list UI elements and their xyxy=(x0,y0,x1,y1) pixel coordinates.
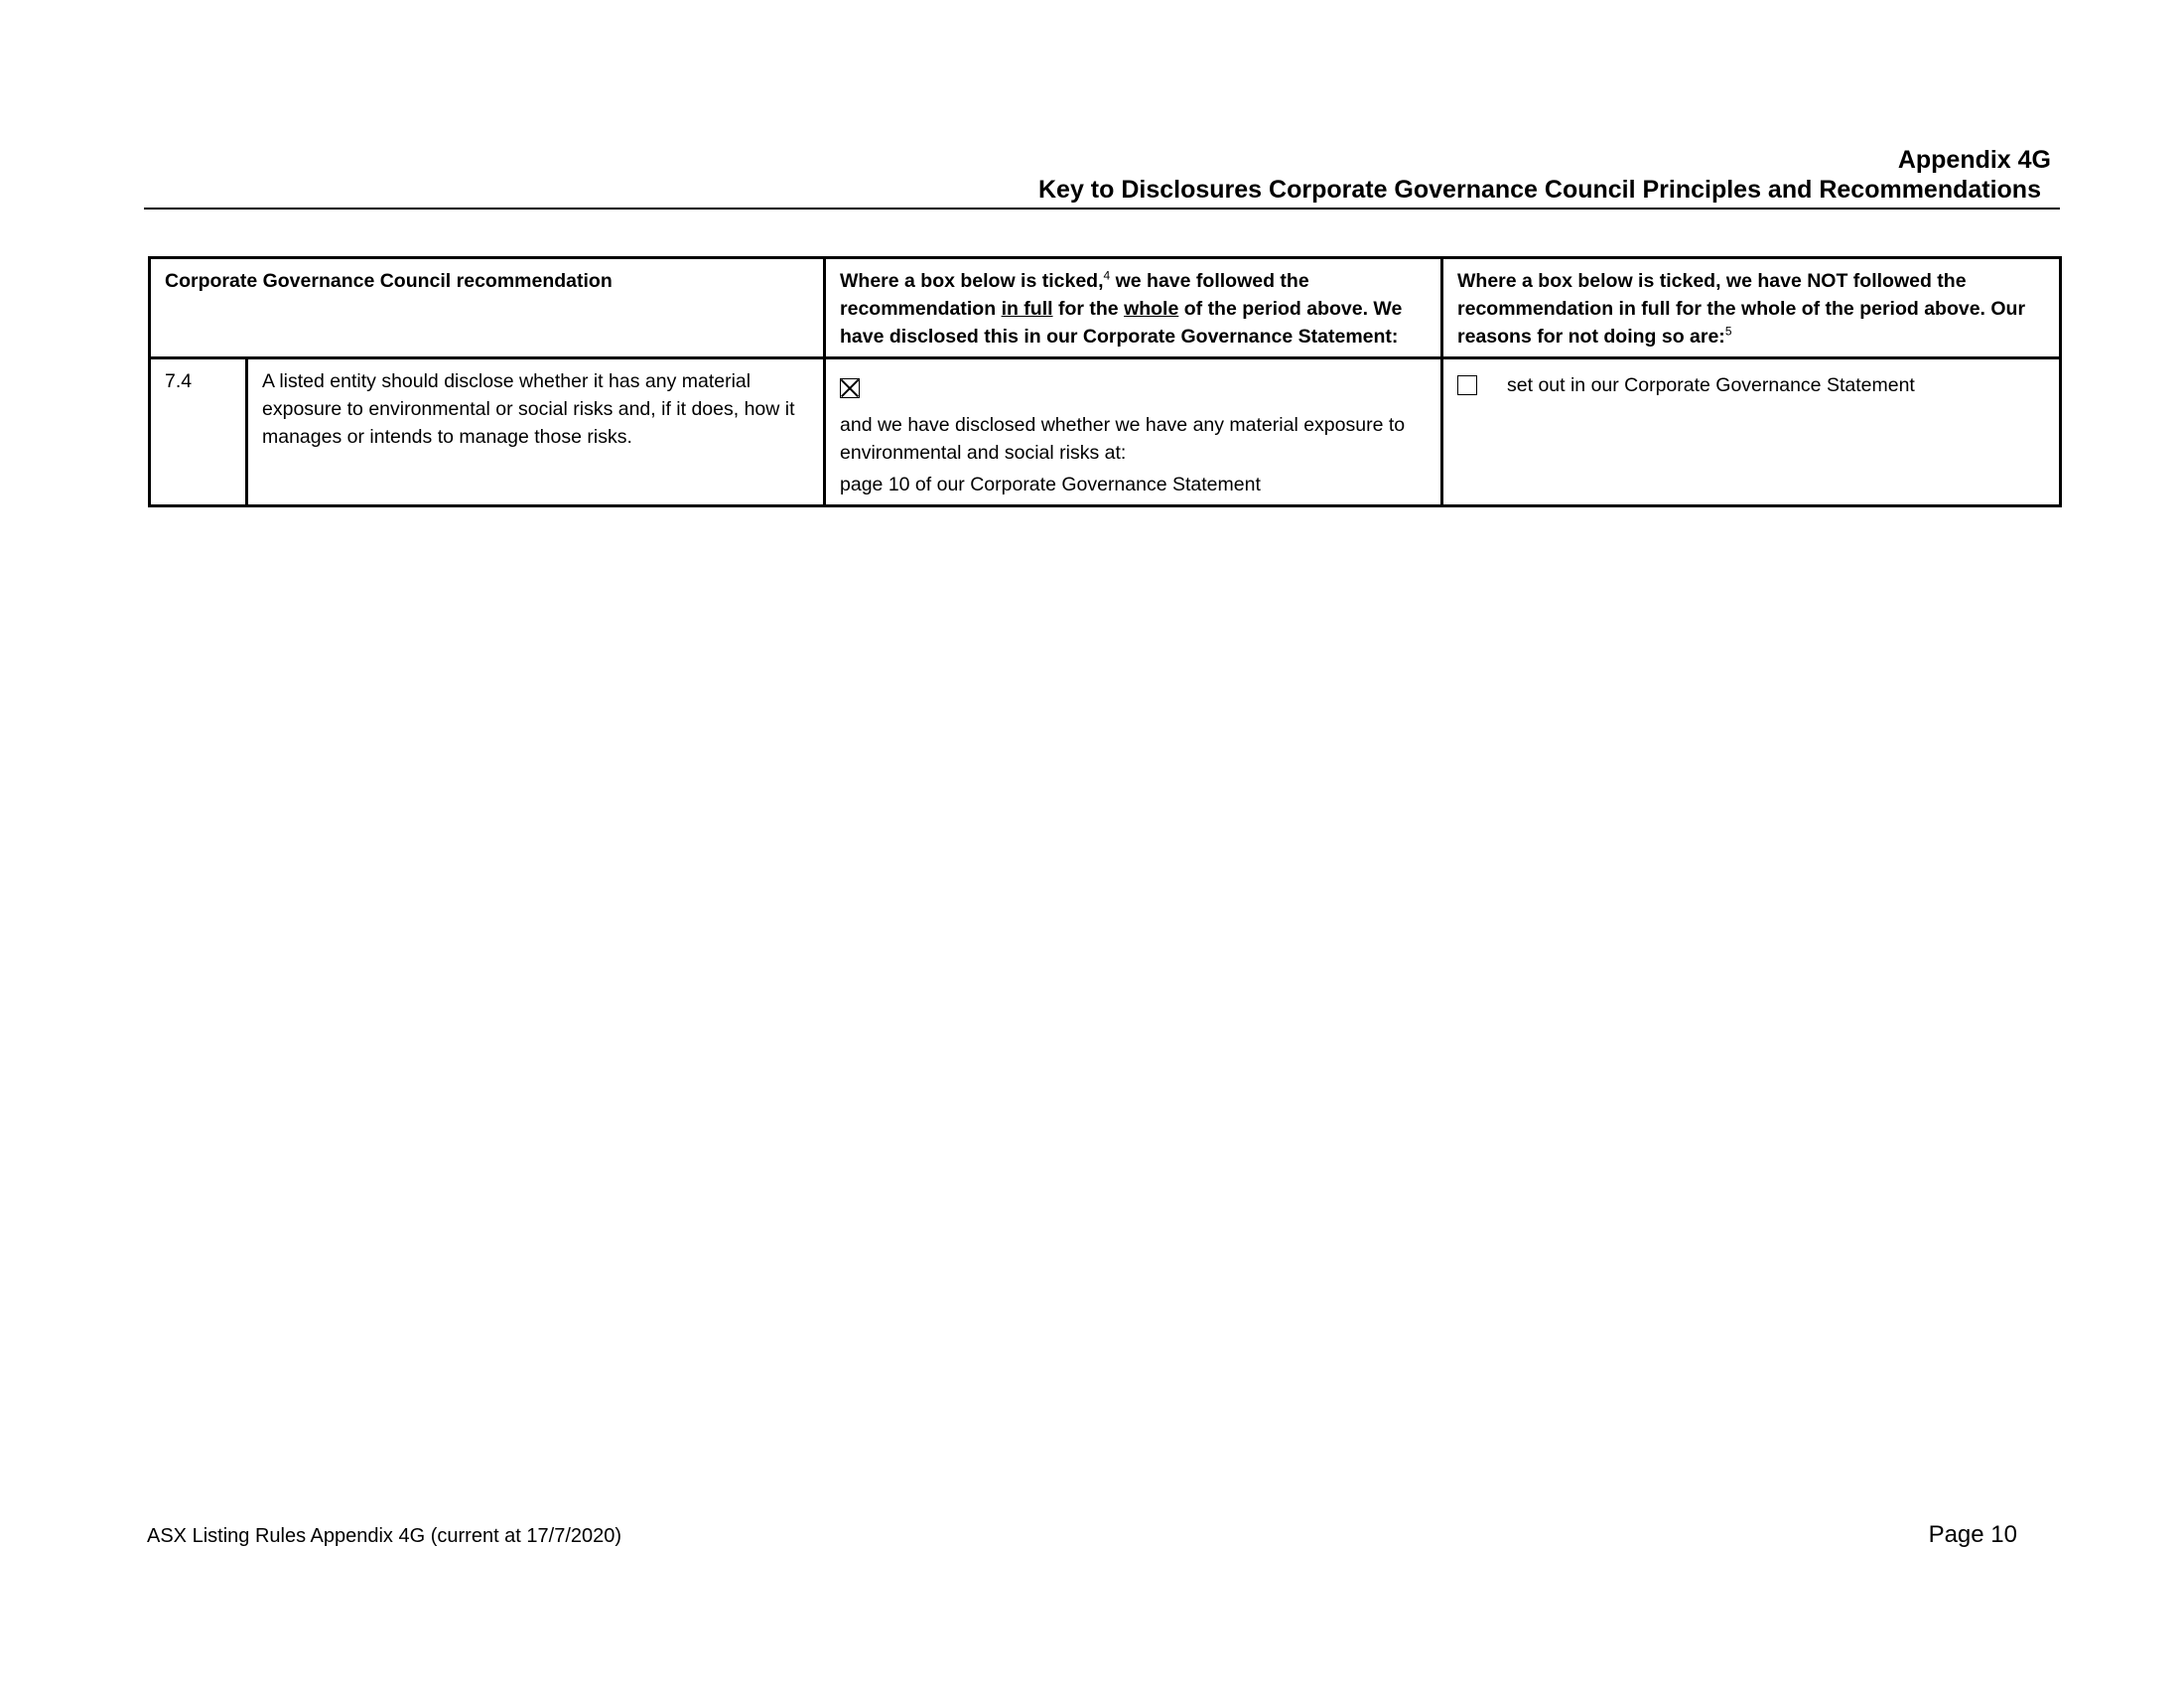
header-followed-whole: whole xyxy=(1124,298,1179,320)
followed-cell xyxy=(825,358,1442,506)
followed-text: and we have disclosed whether we have any material exposure to environmental and social risks at: xyxy=(840,414,1406,464)
header-followed xyxy=(825,258,1442,358)
disclosure-table xyxy=(148,256,2062,507)
table-header-row xyxy=(150,258,2061,358)
header-followed-part2: we have followed the recommendation xyxy=(840,270,1309,320)
header-recommendation xyxy=(150,258,825,358)
header-followed-in-full: in full xyxy=(1001,298,1053,320)
footnote-4: 4 xyxy=(1103,268,1111,283)
page-number: Page 10 xyxy=(1928,1521,2017,1548)
recommendation-text: A listed entity should disclose whether it has any material exposure to environmental or social risks and, if it does, how it manages or intends to manage those risks. xyxy=(247,358,825,506)
not-followed-checkbox[interactable] xyxy=(1457,375,1477,395)
header-not-followed xyxy=(1442,258,2061,358)
footnote-5: 5 xyxy=(1724,324,1732,339)
followed-checkbox[interactable] xyxy=(840,378,860,398)
header-followed-part3: for the xyxy=(1052,298,1125,320)
page-header xyxy=(1038,145,2051,205)
page-title: Appendix 4G xyxy=(1897,146,2051,174)
followed-location: page 10 of our Corporate Governance Statement xyxy=(840,474,1261,495)
header-not-followed-text: Where a box below is ticked, we have NOT followed the recommendation in full for the whole of the period above. Our reasons for not doing so are: xyxy=(1457,270,2026,348)
header-divider xyxy=(144,208,2060,210)
not-followed-cell xyxy=(1442,358,2061,506)
not-followed-text: set out in our Corporate Governance Statement xyxy=(1507,374,1915,396)
header-recommendation-text: Corporate Governance Council recommendation xyxy=(165,270,613,292)
footer-source: ASX Listing Rules Appendix 4G (current at 17/7/2020) xyxy=(147,1525,622,1547)
header-followed-part4: of the period above. We have disclosed this in our Corporate Governance Statement: xyxy=(840,298,1403,348)
header-followed-part1: Where a box below is ticked, xyxy=(840,270,1104,292)
page-subtitle: Key to Disclosures Corporate Governance Council Principles and Recommendations xyxy=(1038,176,2041,204)
recommendation-number: 7.4 xyxy=(150,358,247,506)
table-row xyxy=(150,358,2061,506)
